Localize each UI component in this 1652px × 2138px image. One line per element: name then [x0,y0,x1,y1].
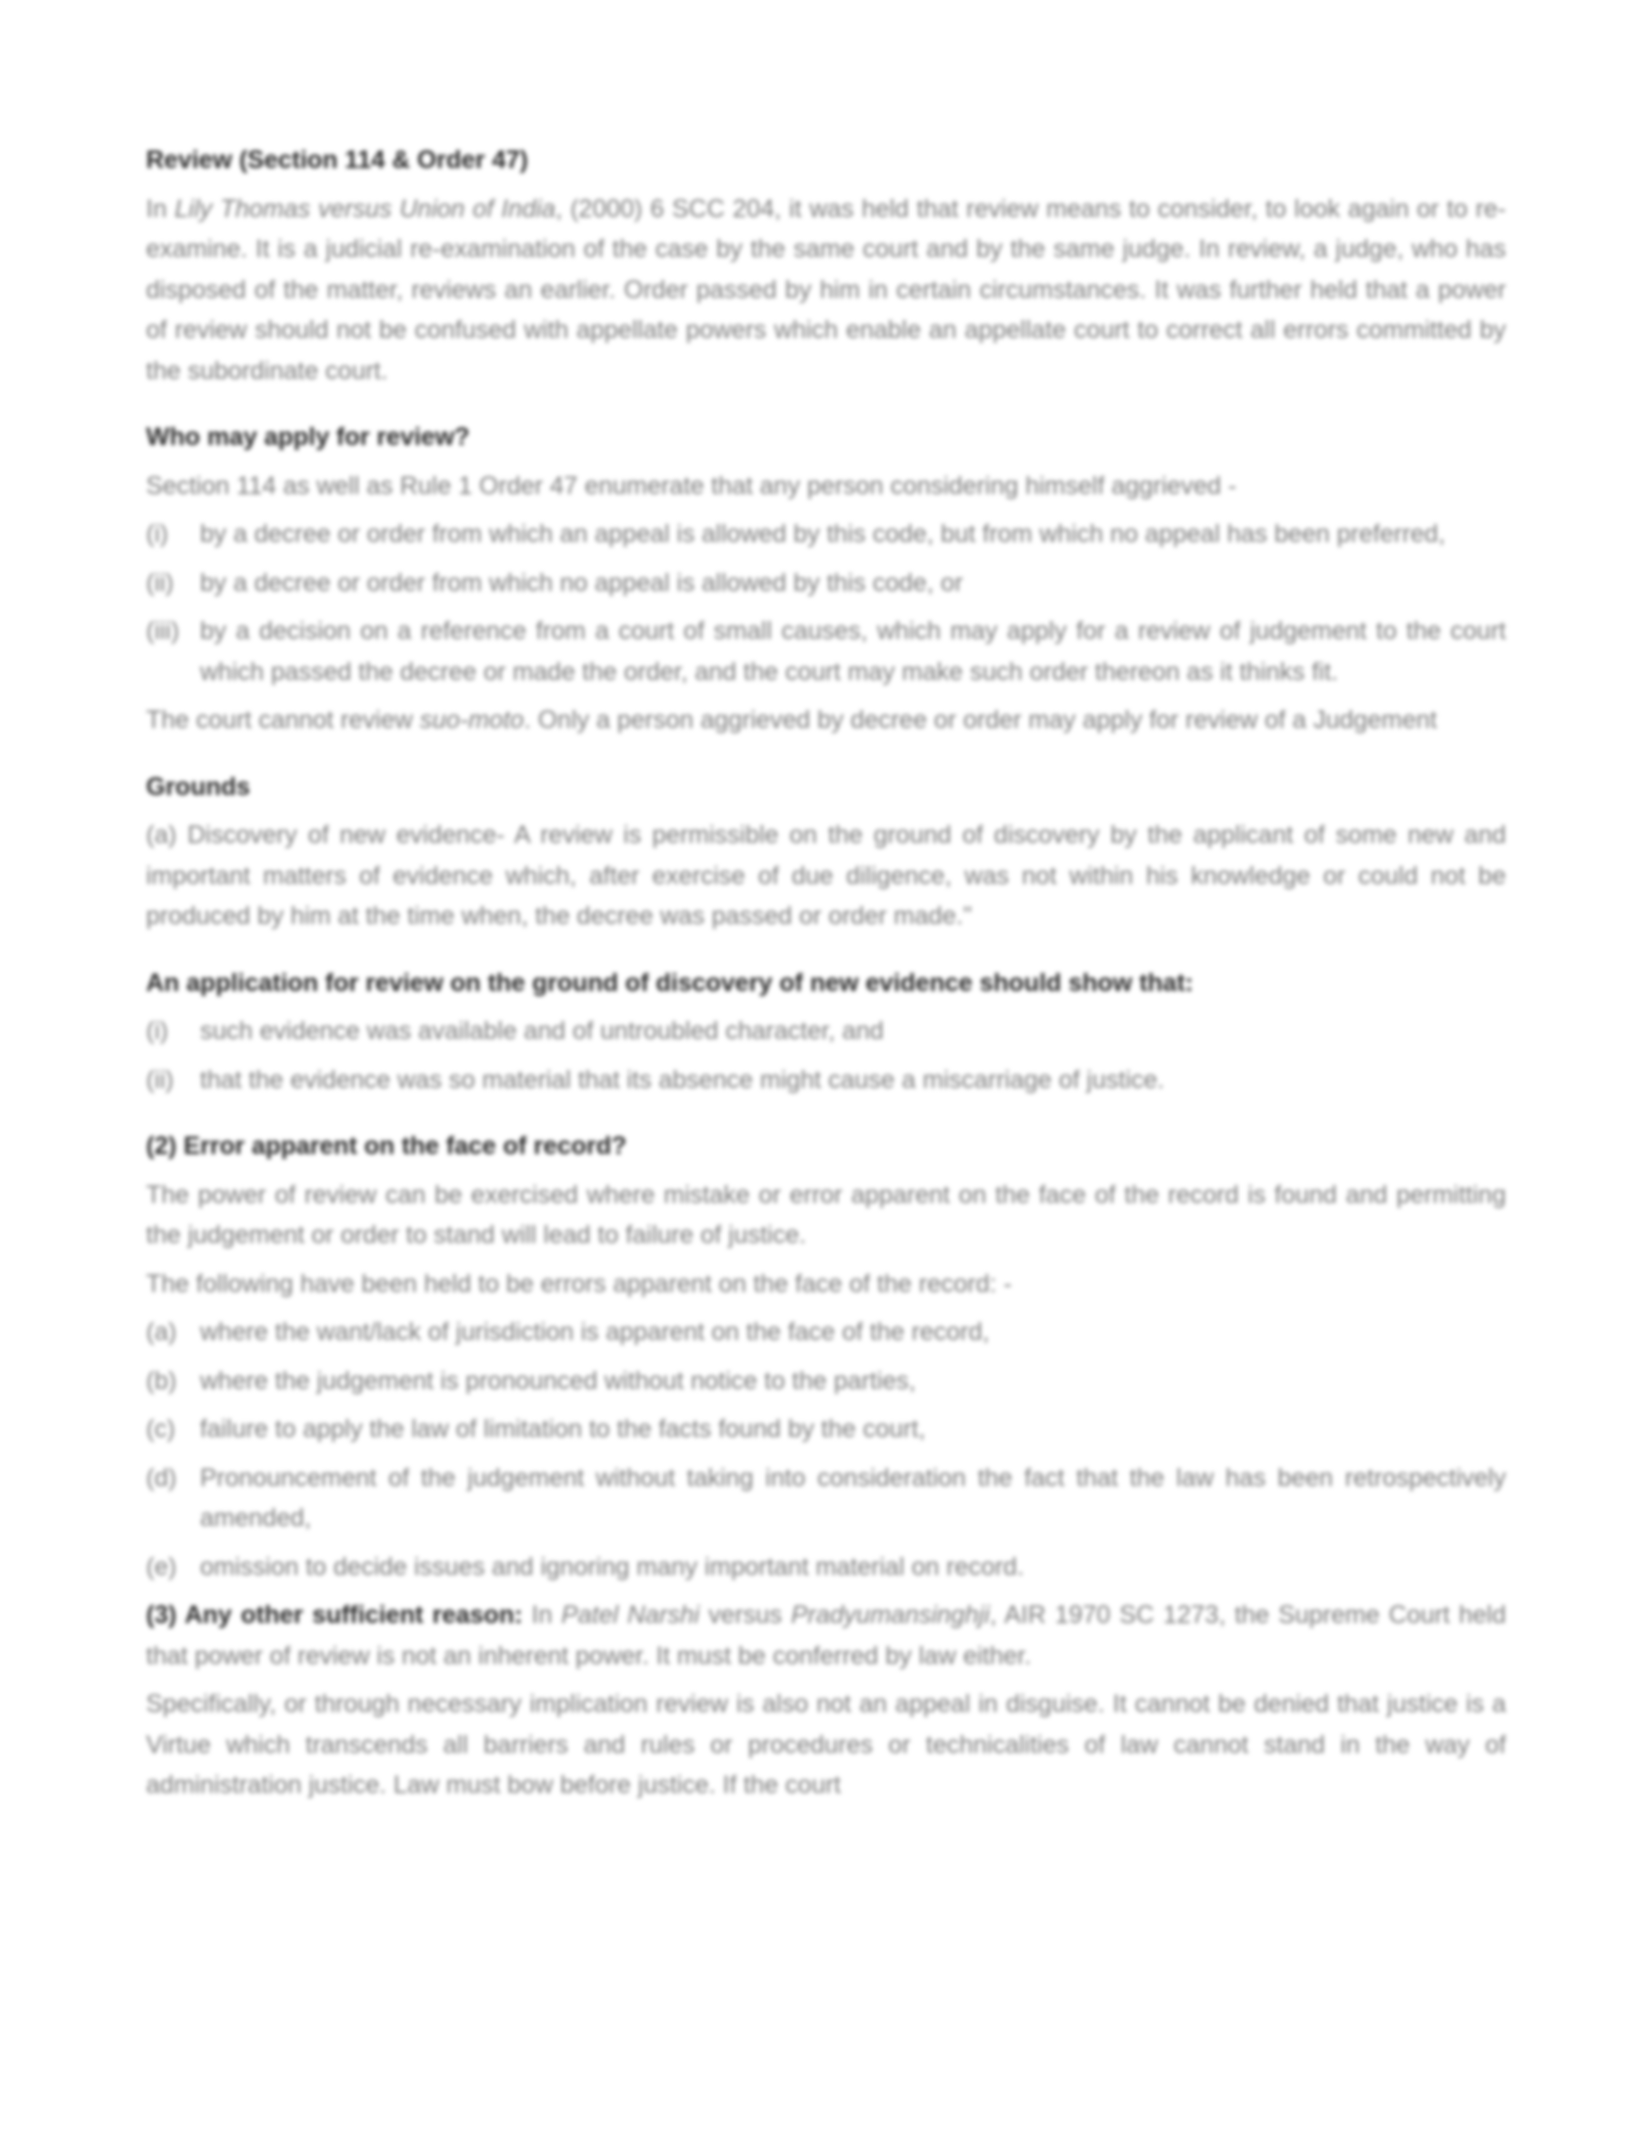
suo-moto-paragraph [146,700,1506,741]
list-item [146,1409,1506,1450]
review-definition-paragraph [146,189,1506,392]
list-marker: (iii) [146,617,180,645]
sufficient-reason-paragraph [146,1595,1506,1676]
list-item-text: where the judgement is pronounced without notice to the parties, [200,1366,916,1395]
list-item-text: by a decision on a reference from a court of small causes, which may apply for a review of judgement to the court which passed the decree or made the order, and the court may make such order thereon as it thinks fit. [200,617,1506,686]
list-marker: (ii) [146,1065,174,1094]
section-heading-review: Review (Section 114 & Order 47) [146,146,529,174]
justice-paragraph: Specifically, or through necessary implication review is also not an appeal in disguise. It cannot be denied that justice is a Virtue which transcends all barriers and rules or procedures or technicalities of law cannot stand in the way of administration justice. Law must bow before justice. If the court [146,1690,1506,1799]
error-apparent-paragraph: The power of review can be exercised where mistake or error apparent on the face of the record is found and permitting the judgement or order to stand will lead to failure of justice. [146,1180,1506,1249]
list-marker: (e) [146,1552,177,1581]
list-marker: (c) [146,1415,176,1443]
text-run: , AIR 1970 SC 1273, the Supreme Court held that power of review is not an inherent power. It must be conferred by law either. [146,1601,1506,1670]
text-run: , (2000) 6 SCC 204, it was held that review means to consider, to look again or to re-examine. It is a judicial re-examination of the case by the same court and by the same judge. In review, a judge, who has disposed of the matter, reviews an earlier. Order passed by him in certain circumstances. It was further held that a power of review should not be confused with appellate powers which enable an appellate court to correct all errors committed by the subordinate court. [146,194,1507,385]
case-name: Pradyumansinghji [791,1601,990,1629]
list-item-text: that the evidence was so material that its absence might cause a miscarriage of justice. [200,1065,1165,1094]
list-item-text: by a decree or order from which no appeal is allowed by this code, or [200,568,963,597]
list-marker: (b) [146,1366,177,1395]
case-name: Lily Thomas versus Union of India [174,194,556,223]
section-heading-grounds: Grounds [146,772,251,801]
list-item [146,1060,1506,1101]
list-item-text: failure to apply the law of limitation to the facts found by the court, [200,1415,926,1443]
list-item-text: omission to decide issues and ignoring many important material on record. [200,1552,1025,1581]
list-item [146,1547,1506,1588]
list-item [146,611,1506,692]
list-item [146,1458,1506,1539]
text-run: versus [699,1601,791,1629]
sufficient-reason-lead: (3) Any other sufficient reason: [146,1601,523,1629]
text-run: In [146,194,175,223]
list-marker: (i) [146,1017,169,1045]
list-item-text: such evidence was available and of untroubled character, and [200,1017,884,1045]
new-evidence-paragraph: (a) Discovery of new evidence- A review is permissible on the ground of discovery by the applicant of some new and important matters of evidence which, after exercise of due diligence, was not within his knowledge or could not be produced by him at the time when, the decree was passed or order made." [146,821,1506,930]
list-item-text: where the want/lack of jurisdiction is apparent on the face of the record, [200,1318,990,1346]
list-marker: (i) [146,520,169,548]
list-item-text: Pronouncement of the judgement without taking into consideration the fact that the law has been retrospectively amended, [200,1463,1506,1532]
list-item [146,1312,1506,1353]
list-item [146,1011,1506,1052]
text-run: The court cannot review [146,706,420,734]
errors-list-intro: The following have been held to be errors apparent on the face of the record: - [146,1269,1012,1298]
section-heading-who-may-apply: Who may apply for review? [146,423,470,451]
who-may-apply-intro: Section 114 as well as Rule 1 Order 47 enumerate that any person considering himself aggrieved - [146,471,1237,500]
list-marker: (ii) [146,568,174,597]
list-item [146,1361,1506,1402]
list-item [146,563,1506,604]
list-item-text: by a decree or order from which an appeal is allowed by this code, but from which no appeal has been preferred, [200,520,1446,548]
list-item [146,514,1506,555]
text-run: . Only a person aggrieved by decree or order may apply for review of a Judgement [523,706,1437,734]
document-page [146,140,1506,1806]
text-run: In [522,1601,562,1629]
list-marker: (d) [146,1463,177,1492]
latin-term: suo-moto [419,706,524,734]
section-heading-error-apparent: (2) Error apparent on the face of record? [146,1132,627,1160]
list-marker: (a) [146,1318,177,1346]
case-name: Patel Narshi [561,1601,700,1629]
section-heading-application: An application for review on the ground of discovery of new evidence should show that: [146,968,1194,997]
